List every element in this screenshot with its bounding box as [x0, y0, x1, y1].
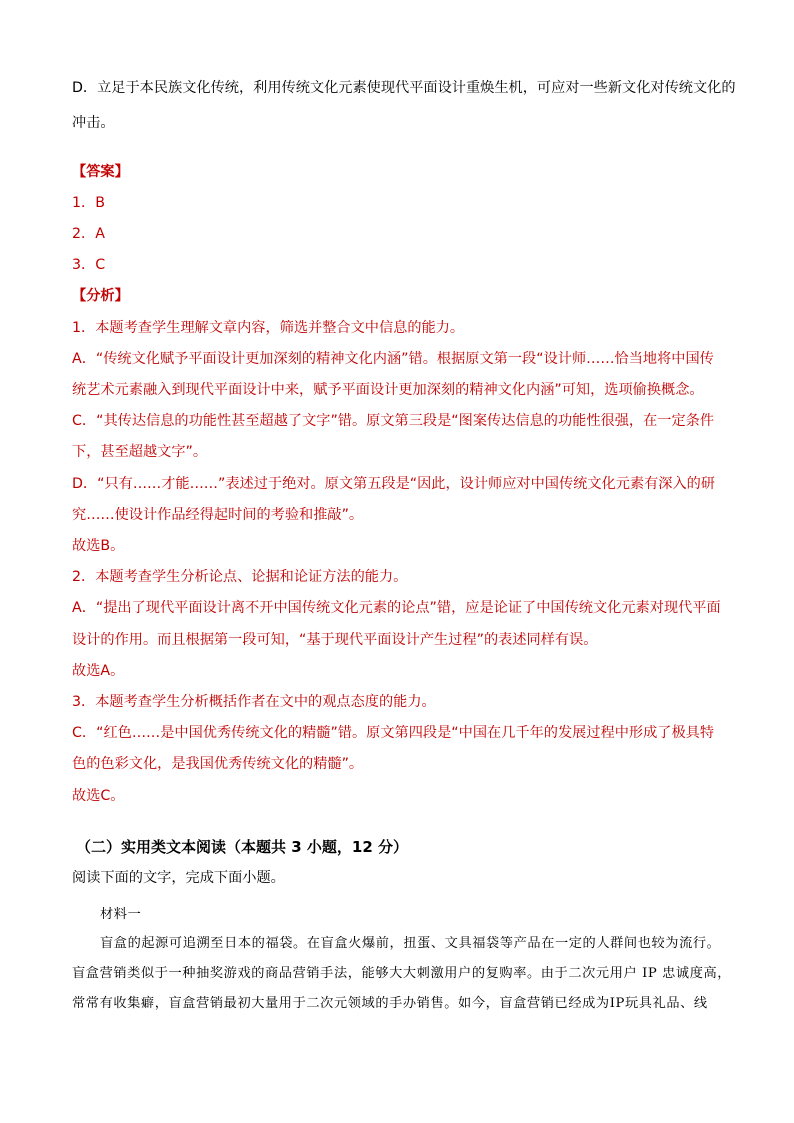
analysis-q1-c-line-2: 下，甚至超越文字”。: [72, 444, 208, 460]
section-2-instruction: 阅读下面的文字，完成下面小题。: [72, 870, 285, 886]
analysis-q2-a-line-2: 设计的作用。而且根据第一段可知，“基于现代平面设计产生过程”的表述同样有误。: [72, 632, 598, 648]
section-2-heading: （二）实用类文本阅读（本题共 3 小题，12 分）: [76, 838, 408, 856]
answer-item-1: 1．B: [72, 195, 105, 211]
analysis-q1-a-line-1: A．“传统文化赋予平面设计更加深刻的精神文化内涵”错。根据原文第一段“设计师……恰当地将中国传: [72, 351, 714, 367]
analysis-q1-c-line-1: C．“其传达信息的功能性甚至超越了文字”错。原文第三段是“图案传达信息的功能性很强，在一定条件: [72, 413, 715, 429]
analysis-heading: 【分析】: [72, 288, 129, 304]
analysis-q2-a-line-1: A．“提出了现代平面设计离不开中国传统文化元素的论点”错，应是论证了中国传统文化元素对现代平面: [72, 600, 721, 616]
analysis-q1-d-line-1: D．“只有……才能……”表述过于绝对。原文第五段是“因此，设计师应对中国传统文化元素有深入的研: [72, 476, 716, 492]
analysis-q1-conclusion: 故选B。: [72, 538, 125, 554]
analysis-q2-conclusion: 故选A。: [72, 663, 125, 679]
answer-item-3: 3．C: [72, 257, 106, 273]
option-d-line-1: D．立足于本民族文化传统，利用传统文化元素使现代平面设计重焕生机，可应对一些新文化对传统文化的: [72, 80, 736, 96]
analysis-q2-intro: 2．本题考查学生分析论点、论据和论证方法的能力。: [72, 569, 408, 585]
material-paragraph-line-3: 常常有收集癖，盲盒营销最初大量用于二次元领域的手办销售。如今，盲盒营销已经成为IP玩具礼品、线: [72, 996, 708, 1011]
answer-item-2: 2．A: [72, 226, 105, 242]
analysis-q3-conclusion: 故选C。: [72, 788, 125, 804]
answer-heading: 【答案】: [72, 164, 129, 180]
analysis-q3-c-line-1: C．“红色……是中国优秀传统文化的精髓”错。原文第四段是“中国在几千年的发展过程中形成了极具特: [72, 725, 715, 741]
analysis-q1-a-line-2: 统艺术元素融入到现代平面设计中来，赋予平面设计更加深刻的精神文化内涵”可知，选项偷换概念。: [72, 382, 704, 398]
option-d-line-2: 冲击。: [72, 115, 115, 131]
analysis-q3-c-line-2: 色的色彩文化，是我国优秀传统文化的精髓”。: [72, 756, 364, 772]
material-title: 材料一: [100, 907, 142, 922]
analysis-q1-intro: 1．本题考查学生理解文章内容，筛选并整合文中信息的能力。: [72, 320, 465, 336]
analysis-q1-d-line-2: 究……使设计作品经得起时间的考验和推敲”。: [72, 507, 364, 523]
material-paragraph-line-2: 盲盒营销类似于一种抽奖游戏的商品营销手法，能够大大刺激用户的复购率。由于二次元用户 IP 忠诚度高，: [72, 966, 732, 981]
analysis-q3-intro: 3．本题考查学生分析概括作者在文中的观点态度的能力。: [72, 694, 436, 710]
material-paragraph-line-1: 盲盒的起源可追溯至日本的福袋。在盲盒火爆前，扭蛋、文具福袋等产品在一定的人群间也较为流行。: [100, 936, 721, 951]
